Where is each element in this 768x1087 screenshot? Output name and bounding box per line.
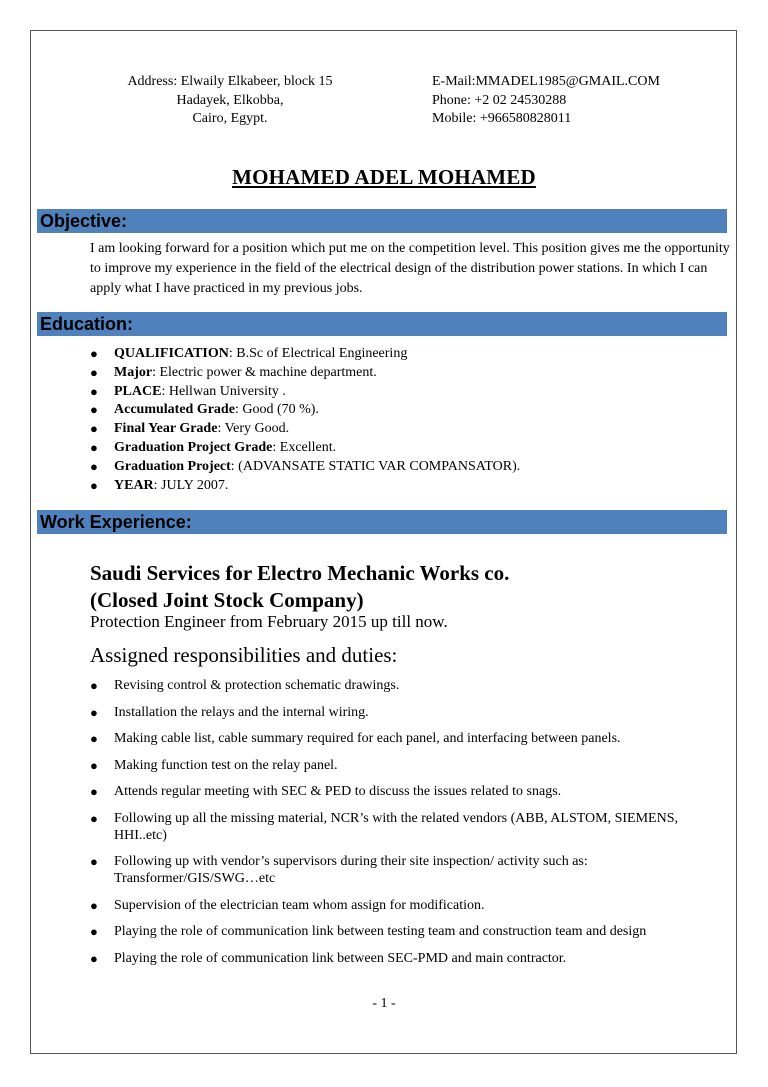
duty-text: Making function test on the relay panel. bbox=[114, 757, 338, 773]
edu-value: : JULY 2007. bbox=[153, 477, 229, 493]
edu-value: : Electric power & machine department. bbox=[152, 364, 377, 380]
page-number: - 1 - bbox=[372, 996, 396, 1011]
edu-label: Final Year Grade bbox=[114, 421, 218, 437]
bullet-icon: ● bbox=[90, 924, 98, 939]
bullet-icon: ● bbox=[90, 477, 98, 493]
address-line: Address: Elwaily Elkabeer, block 15 bbox=[127, 74, 333, 89]
bullet-icon: ● bbox=[90, 678, 98, 693]
list-item bbox=[90, 783, 730, 800]
bullet-icon: ● bbox=[90, 402, 98, 418]
bullet-icon: ● bbox=[90, 810, 98, 826]
duty-text: Following up all the missing material, NCR’s with the related vendors (ABB, ALSTOM, SIEMENS, HHI..etc) bbox=[114, 810, 678, 843]
objective-text: I am looking forward for a position which put me on the competition level. This position gives me the opportunity to improve my experience in the field of the electrical design of the distribution power stations. In which I can apply what I have practiced in my previous jobs. bbox=[90, 241, 730, 296]
list-item bbox=[90, 897, 730, 914]
duties-list bbox=[90, 677, 730, 976]
list-item bbox=[90, 477, 520, 496]
bullet-icon: ● bbox=[90, 383, 98, 399]
company-line: Saudi Services for Electro Mechanic Works co. bbox=[90, 561, 510, 585]
edu-value: : Excellent. bbox=[272, 439, 337, 455]
list-item bbox=[90, 364, 520, 383]
list-item bbox=[90, 730, 730, 747]
edu-value: : Hellwan University . bbox=[161, 383, 286, 399]
address-block bbox=[90, 73, 370, 129]
company-line: (Closed Joint Stock Company) bbox=[90, 588, 364, 612]
duty-text: Revising control & protection schematic drawings. bbox=[114, 678, 400, 693]
list-item bbox=[90, 810, 730, 844]
edu-value: : (ADVANSATE STATIC VAR COMPANSATOR). bbox=[230, 458, 521, 474]
address-line: Cairo, Egypt. bbox=[192, 111, 268, 126]
email: E-Mail:MMADEL1985@GMAIL.COM bbox=[432, 74, 660, 89]
list-item bbox=[90, 439, 520, 458]
list-item bbox=[90, 923, 730, 940]
edu-value: : B.Sc of Electrical Engineering bbox=[228, 346, 408, 361]
edu-label: YEAR bbox=[114, 477, 154, 493]
list-item bbox=[90, 677, 730, 694]
list-item bbox=[90, 853, 730, 887]
bullet-icon: ● bbox=[90, 704, 98, 720]
bullet-icon: ● bbox=[90, 854, 98, 869]
duty-text: Following up with vendor’s supervisors during their site inspection/ activity such as: Transformer/GIS/SWG…etc bbox=[114, 854, 588, 886]
mobile: Mobile: +966580828011 bbox=[432, 111, 572, 126]
job-role: Protection Engineer from February 2015 up till now. bbox=[90, 612, 448, 631]
edu-label: Graduation Project bbox=[114, 458, 231, 474]
bullet-icon: ● bbox=[90, 346, 98, 361]
edu-value: : Very Good. bbox=[217, 421, 290, 437]
edu-label: QUALIFICATION bbox=[114, 346, 229, 361]
contact-block bbox=[432, 73, 722, 129]
bullet-icon: ● bbox=[90, 439, 98, 455]
section-header-work-experience: Work Experience: bbox=[37, 510, 727, 534]
bullet-icon: ● bbox=[90, 364, 98, 380]
bullet-icon: ● bbox=[90, 897, 98, 913]
edu-label: Accumulated Grade bbox=[114, 402, 235, 418]
list-item bbox=[90, 458, 520, 477]
bullet-icon: ● bbox=[90, 458, 98, 474]
address-line: Hadayek, Elkobba, bbox=[176, 92, 284, 108]
edu-label: PLACE bbox=[114, 383, 162, 399]
edu-value: : Good (70 %). bbox=[234, 402, 319, 418]
list-item bbox=[90, 401, 520, 420]
list-item bbox=[90, 950, 730, 967]
duty-text: Playing the role of communication link between SEC-PMD and main contractor. bbox=[114, 950, 567, 966]
bullet-icon: ● bbox=[90, 757, 98, 773]
duty-text: Making cable list, cable summary required for each panel, and interfacing between panels. bbox=[114, 731, 621, 746]
candidate-name: MOHAMED ADEL MOHAMED bbox=[232, 165, 536, 189]
bullet-icon: ● bbox=[90, 421, 98, 437]
list-item bbox=[90, 757, 730, 774]
list-item bbox=[90, 420, 520, 439]
section-header-objective: Objective: bbox=[37, 209, 727, 233]
section-header-education: Education: bbox=[37, 312, 727, 336]
duty-text: Installation the relays and the internal wiring. bbox=[114, 704, 369, 720]
responsibilities-title: Assigned responsibilities and duties: bbox=[90, 643, 398, 667]
education-list bbox=[90, 345, 520, 495]
duty-text: Playing the role of communication link between testing team and construction team and design bbox=[114, 924, 647, 939]
duty-text: Supervision of the electrician team whom assign for modification. bbox=[114, 897, 485, 913]
list-item bbox=[90, 345, 520, 364]
bullet-icon: ● bbox=[90, 731, 98, 746]
list-item bbox=[90, 704, 730, 721]
edu-label: Major bbox=[114, 364, 153, 380]
company-name bbox=[90, 560, 509, 614]
bullet-icon: ● bbox=[90, 784, 98, 799]
phone: Phone: +2 02 24530288 bbox=[432, 92, 567, 108]
edu-label: Graduation Project Grade bbox=[114, 439, 273, 455]
list-item bbox=[90, 383, 520, 402]
bullet-icon: ● bbox=[90, 950, 98, 966]
duty-text: Attends regular meeting with SEC & PED to discuss the issues related to snags. bbox=[114, 784, 562, 799]
